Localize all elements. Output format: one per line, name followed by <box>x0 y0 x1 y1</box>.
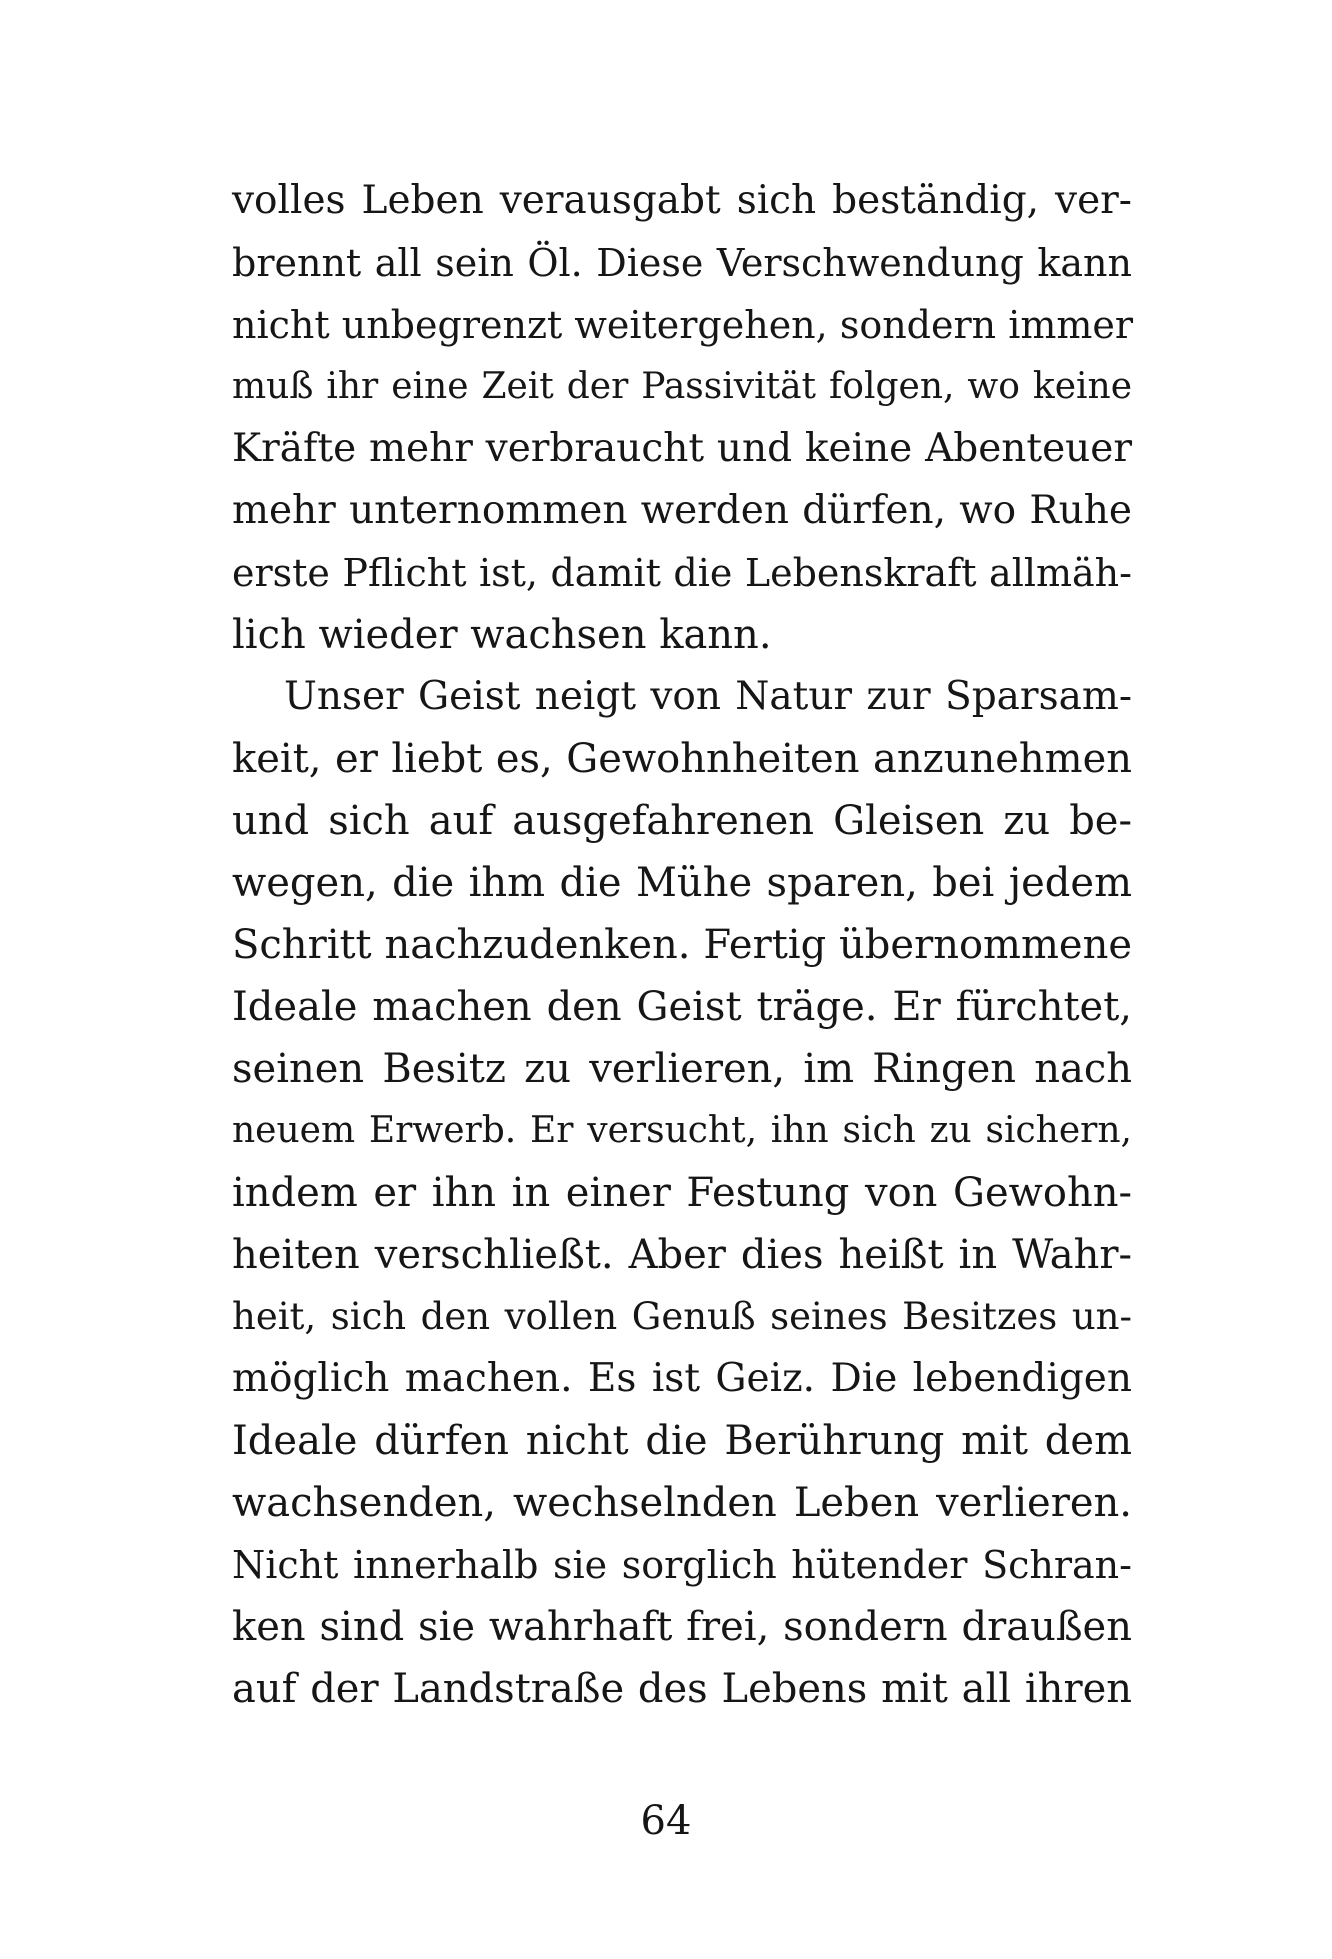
text-line: heit, sich den vollen Genuß seines Besitzes un- <box>232 1295 1132 1338</box>
text-line: Kräfte mehr verbraucht und keine Abenteuer <box>232 426 1132 471</box>
text-line: indem er ihn in einer Festung von Gewohn- <box>232 1170 1132 1216</box>
text-line: volles Leben verausgabt sich beständig, ver- <box>232 178 1132 223</box>
text-line: keit, er liebt es, Gewohnheiten anzunehmen <box>232 736 1132 782</box>
text-line: lich wieder wachsen kann. <box>232 612 772 658</box>
text-line: nicht unbegrenzt weitergehen, sondern immer <box>232 303 1134 347</box>
text-line: ken sind sie wahrhaft frei, sondern draußen <box>232 1604 1132 1650</box>
text-line: neuem Erwerb. Er versucht, ihn sich zu sichern, <box>232 1110 1132 1151</box>
text-line: möglich machen. Es ist Geiz. Die lebendigen <box>232 1356 1132 1401</box>
text-line: Nicht innerhalb sie sorglich hütender Schran- <box>232 1543 1132 1587</box>
text-line: muß ihr eine Zeit der Passivität folgen, wo keine <box>232 366 1132 407</box>
text-line: auf der Landstraße des Lebens mit all ihren <box>232 1666 1132 1712</box>
text-line: Schritt nachzudenken. Fertig übernommene <box>232 922 1132 968</box>
text-line: Ideale machen den Geist träge. Er fürchtet, <box>232 984 1132 1030</box>
text-line: wachsenden, wechselnden Leben verlieren. <box>232 1480 1132 1526</box>
text-line: heiten verschließt. Aber dies heißt in Wahr- <box>232 1232 1132 1278</box>
text-line: wegen, die ihm die Mühe sparen, bei jedem <box>232 860 1132 906</box>
text-line: Ideale dürfen nicht die Berührung mit dem <box>232 1418 1132 1464</box>
text-line: brennt all sein Öl. Diese Verschwendung kann <box>232 241 1132 285</box>
text-line: mehr unternommen werden dürfen, wo Ruhe <box>232 488 1132 533</box>
text-line: Unser Geist neigt von Natur zur Sparsam- <box>284 674 1132 719</box>
text-line: seinen Besitz zu verlieren, im Ringen nach <box>232 1046 1132 1092</box>
text-line: erste Pflicht ist, damit die Lebenskraft allmäh- <box>232 551 1132 595</box>
page-number: 64 <box>640 1798 692 1844</box>
text-line: und sich auf ausgefahrenen Gleisen zu be- <box>232 798 1132 844</box>
